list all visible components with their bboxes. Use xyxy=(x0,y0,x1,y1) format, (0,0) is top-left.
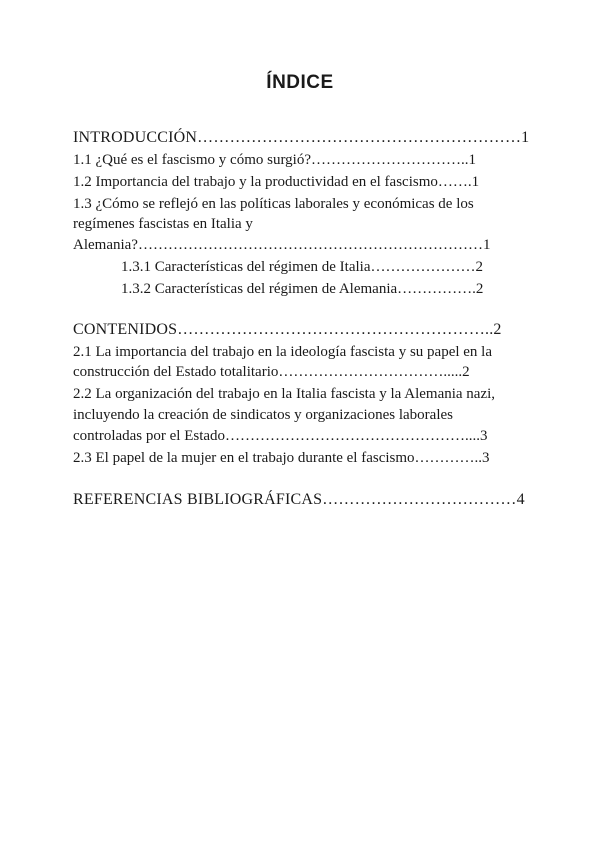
toc-entry-2-3: 2.3 El papel de la mujer en el trabajo durante el fascismo…………..3 xyxy=(73,450,490,466)
toc-entry-1-3-2: 1.3.2 Características del régimen de Alemania…………….2 xyxy=(121,281,484,297)
page-title: ÍNDICE xyxy=(266,72,334,93)
toc-entry-1-3-line3: Alemania?……………………………………………………………1 xyxy=(73,237,491,253)
toc-entry-1-3-line1: 1.3 ¿Cómo se reflejó en las políticas laborales y económicas de los xyxy=(73,196,474,212)
toc-entry-contenidos: CONTENIDOS…………………………………………………..2 xyxy=(73,321,502,338)
toc-entry-1-3-line2: regímenes fascistas en Italia y xyxy=(73,216,253,232)
toc-entry-2-1-line1: 2.1 La importancia del trabajo en la ideología fascista y su papel en la xyxy=(73,344,493,360)
toc-entry-2-1-line2: construcción del Estado totalitario…………………………….....2 xyxy=(73,364,470,380)
toc-entry-2-2-line2: incluyendo la creación de sindicatos y organizaciones laborales xyxy=(73,407,453,423)
toc-entry-referencias: REFERENCIAS BIBLIOGRÁFICAS………………………………4 xyxy=(73,491,525,508)
toc-entry-2-2-line3: controladas por el Estado…………………………………………....3 xyxy=(73,428,488,444)
toc-entry-2-2-line1: 2.2 La organización del trabajo en la Italia fascista y la Alemania nazi, xyxy=(73,386,496,402)
toc-entry-1-3-1: 1.3.1 Características del régimen de Italia…………………2 xyxy=(121,259,483,275)
toc-entry-1-2: 1.2 Importancia del trabajo y la productividad en el fascismo…….1 xyxy=(73,174,480,190)
toc-entry-1-1: 1.1 ¿Qué es el fascismo y cómo surgió?…………………………..1 xyxy=(73,152,477,168)
toc-entry-introduccion: INTRODUCCIÓN……………………………………………………1 xyxy=(73,129,530,146)
